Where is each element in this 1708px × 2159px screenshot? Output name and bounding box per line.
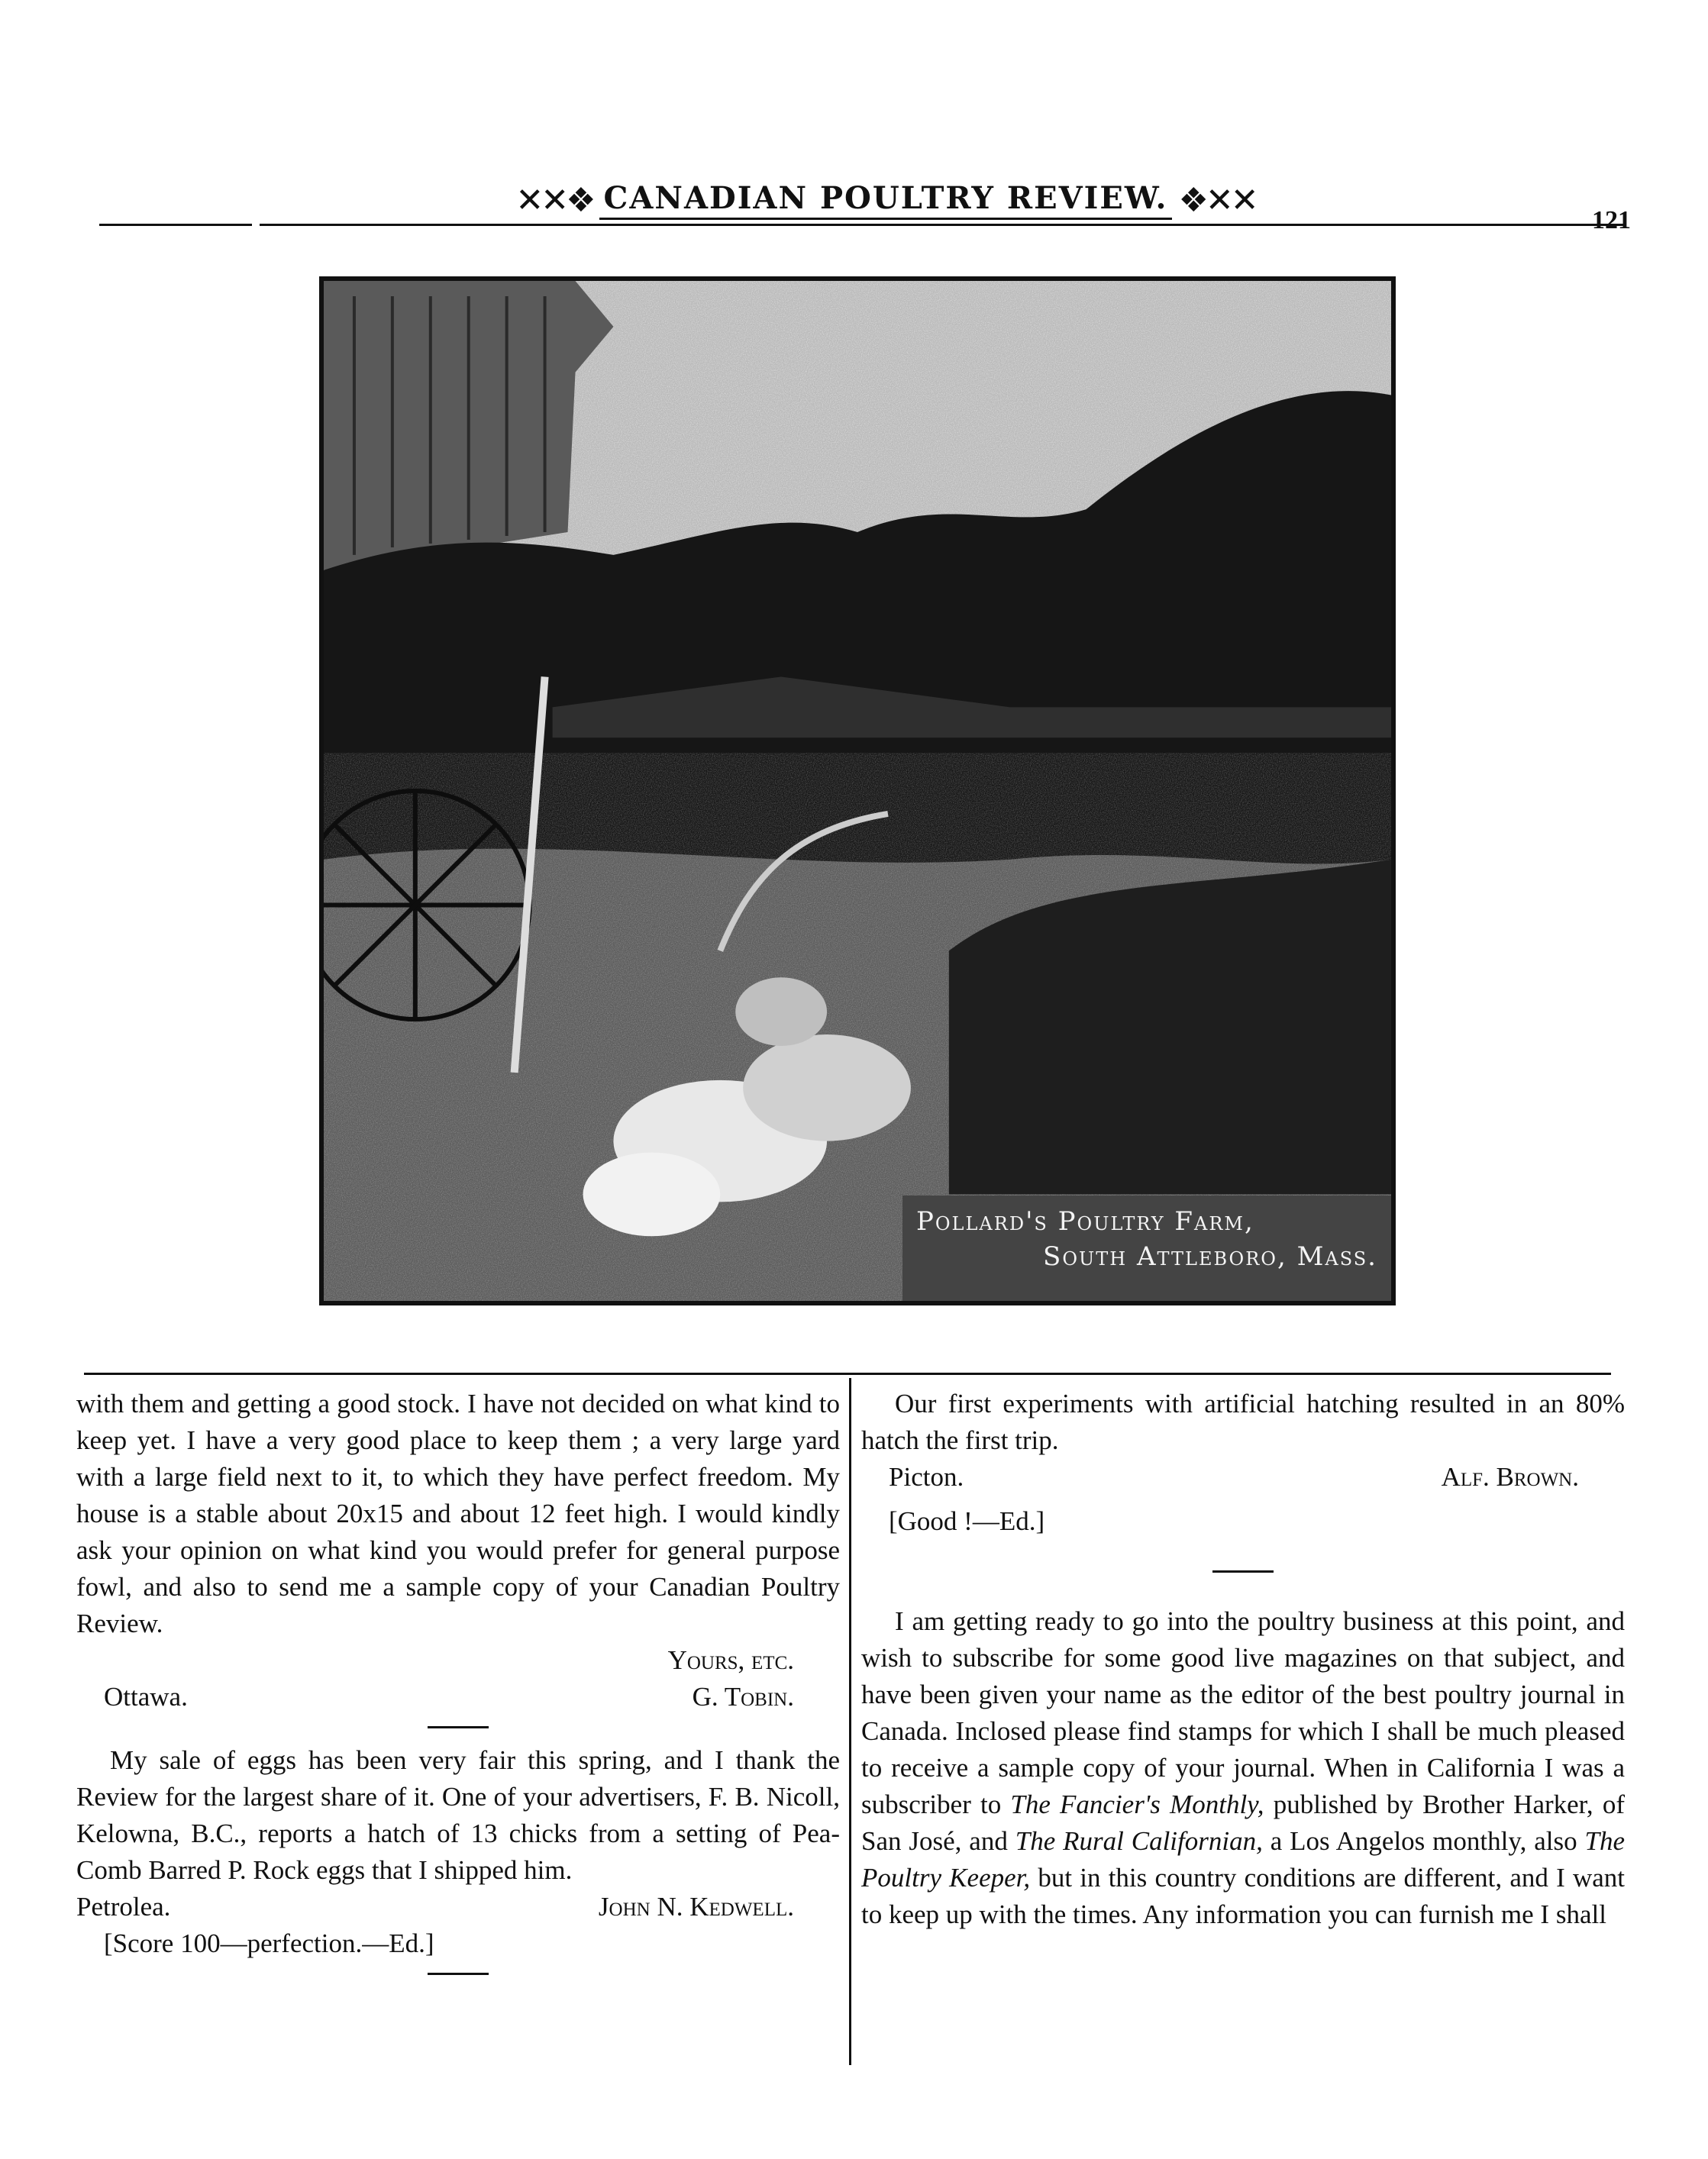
editor-note-good: [Good !—Ed.] — [889, 1506, 1045, 1536]
editor-note-score: [Score 100—perfection.—Ed.] — [104, 1928, 434, 1958]
letter-subscriber-text-1: I am getting ready to go into the poultry business at this point, and wish to subscribe for some good live magazines on that subject, and have been given your name as the editor of the best poultry journal in Canada. Inclosed please find stamps for which I shall be much pleased to receive a sample copy of your journal. When in California I was a subscriber to — [861, 1606, 1625, 1819]
ornament-left-icon: ✕✕❖ — [515, 180, 593, 220]
photo-caption — [902, 1196, 1391, 1301]
separator-rule — [428, 1973, 489, 1975]
letter-subscriber-body — [861, 1603, 1625, 1933]
letter-brown-place: Picton. — [889, 1462, 964, 1492]
letter-tobin-body: with them and getting a good stock. I have not decided on what kind to keep yet. I have a very good place to keep them ; a very large yard with a large field next to it, to which they have perfect freedom. My house is a stable about 20x15 and about 12 feet high. I would kindly ask your opinion on what kind you would prefer for general purpose fowl, and also to send me a sample copy of your Canadian Poultry Review. — [76, 1389, 840, 1638]
publication-title: CANADIAN POULTRY REVIEW. — [599, 180, 1173, 220]
letter-brown-signature: Alf. Brown. — [1441, 1462, 1579, 1492]
left-column — [76, 1386, 840, 1989]
letter-subscriber-text-2: published by Brother Harker, of San José, and — [861, 1789, 1625, 1856]
magazine-title-fanciers-monthly: The Fancier's Monthly, — [1010, 1789, 1264, 1819]
letter-tobin-closing: Yours, etc. — [667, 1645, 794, 1675]
letter-tobin-signoff — [76, 1679, 840, 1715]
header-rule-right — [260, 224, 1626, 226]
caption-location: South Attleboro, Mass. — [1043, 1241, 1377, 1272]
letter-kedwell-place: Petrolea. — [76, 1892, 171, 1922]
letter-brown-body: Our first experiments with artificial hatching resulted in an 80% hatch the first trip. — [861, 1389, 1625, 1455]
page-number: 121 — [1592, 206, 1631, 234]
photo-illustration — [324, 281, 1391, 1301]
letter-brown-signoff — [861, 1459, 1625, 1496]
column-divider — [849, 1378, 851, 2065]
right-column — [861, 1386, 1625, 1933]
header-rule-left — [99, 224, 252, 226]
letter-kedwell-signature: John N. Kedwell. — [598, 1892, 794, 1922]
letter-tobin-signature: G. Tobin. — [692, 1682, 794, 1712]
letter-tobin-place: Ottawa. — [104, 1682, 188, 1712]
letter-subscriber-text-3: a Los Angelos monthly, also — [1262, 1826, 1585, 1856]
magazine-title-poultry-keeper: The Poultry Keeper, — [861, 1826, 1625, 1893]
separator-rule — [1212, 1570, 1274, 1573]
ornament-right-icon: ❖✕✕ — [1178, 180, 1256, 220]
letter-kedwell-body: My sale of eggs has been very fair this spring, and I thank the Review for the largest share of it. One of your advertisers, F. B. Nicoll, Kelowna, B.C., reports a hatch of 13 chicks from a setting of Pea-Comb Barred P. Rock eggs that I shipped him. — [76, 1745, 840, 1885]
magazine-title-rural-californian: The Rural Californian, — [1015, 1826, 1263, 1856]
caption-farm-name: Pollard's Poultry Farm, — [916, 1206, 1254, 1237]
letter-tobin-closing-row — [76, 1642, 840, 1679]
letter-subscriber-text-4: but in this country conditions are different, and I want to keep up with the times. Any information you can furnish me I shall — [861, 1863, 1625, 1929]
letter-kedwell-signoff — [76, 1889, 840, 1925]
separator-rule — [428, 1726, 489, 1728]
masthead — [515, 169, 1256, 231]
farm-photograph — [319, 276, 1396, 1305]
section-rule — [84, 1373, 1611, 1375]
